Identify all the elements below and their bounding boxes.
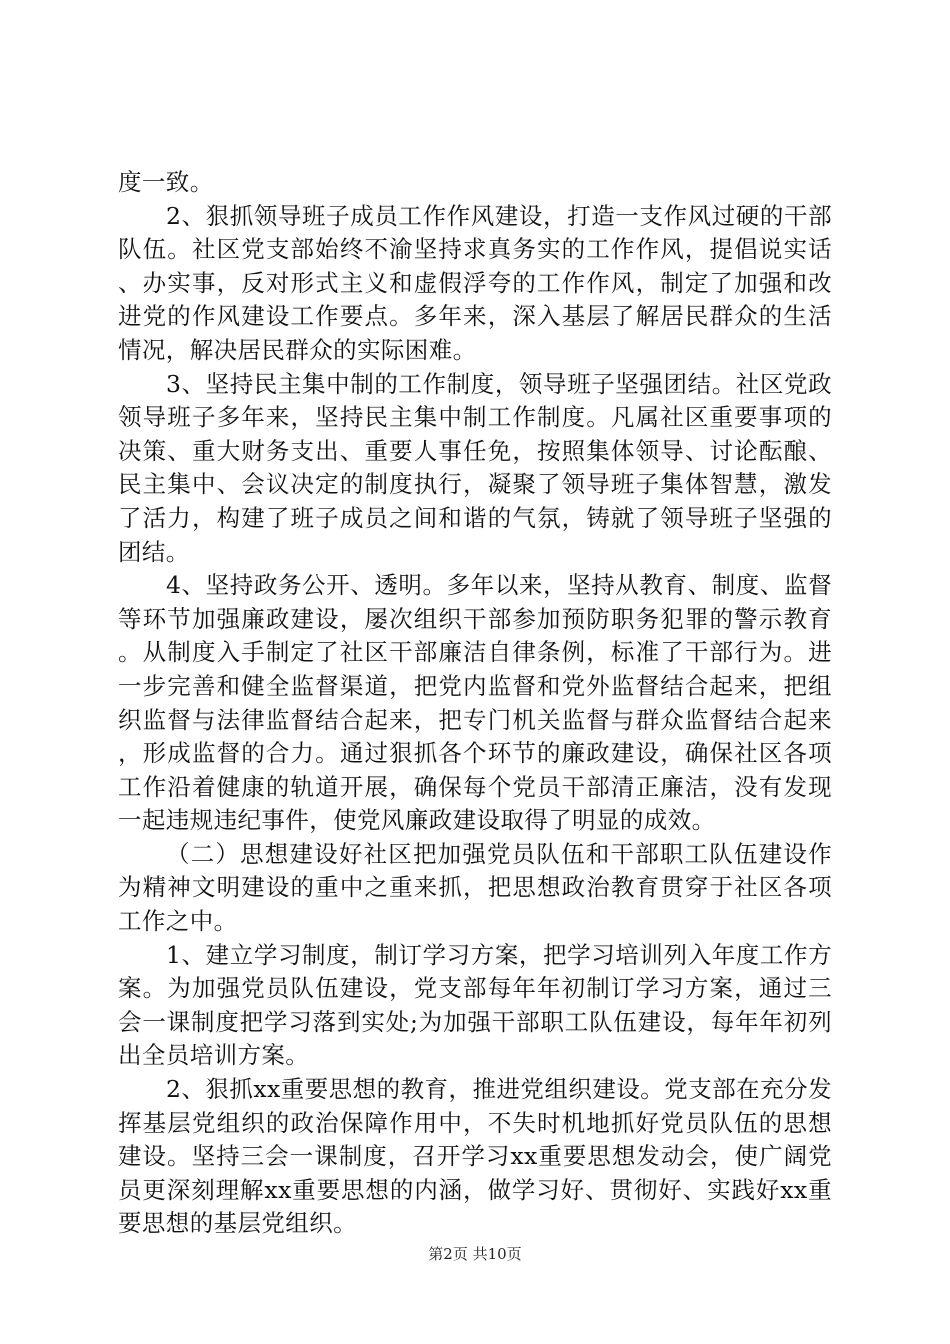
paragraph-5: （二）思想建设好社区把加强党员队伍和干部职工队伍建设作为精神文明建设的重中之重来抓，把思想政治教育贯穿于社区各项工作之中。 [118,839,832,936]
page-footer: 第2页 共10页 [428,1245,522,1263]
paragraph-4: 4、坚持政务公开、透明。多年以来，坚持从教育、制度、监督等环节加强廉政建设，屡次组织干部参加预防职务犯罪的警示教育。从制度入手制定了社区干部廉洁自律条例，标准了干部行为。进一步完善和健全监督渠道，把党内监督和党外监督结合起来，把组织监督与法律监督结合起来，把专门机关监督与群众监督结合起来，形成监督的合力。通过狠抓各个环节的廉政建设，确保社区各项工作沿着健康的轨道开展，确保每个党员干部清正廉洁，没有发现一起违规违纪事件，使党风廉政建设取得了明显的成效。 [118,571,832,835]
paragraph-1: 度一致。 [118,168,214,196]
paragraph-3: 3、坚持民主集中制的工作制度，领导班子坚强团结。社区党政领导班子多年来，坚持民主集中制工作制度。凡属社区重要事项的决策、重大财务支出、重要人事任免，按照集体领导、讨论酝酿、民主集中、会议决定的制度执行，凝聚了领导班子集体智慧，激发了活力，构建了班子成员之间和谐的气氛，铸就了领导班子坚强的团结。 [118,369,832,566]
document-body [118,166,832,1241]
paragraph-6: 1、建立学习制度，制订学习方案，把学习培训列入年度工作方案。为加强党员队伍建设，党支部每年年初制订学习方案，通过三会一课制度把学习落到实处;为加强干部职工队伍建设，每年年初列出全员培训方案。 [118,940,832,1070]
paragraph-2: 2、狠抓领导班子成员工作作风建设，打造一支作风过硬的干部队伍。社区党支部始终不渝坚持求真务实的工作作风，提倡说实话、办实事，反对形式主义和虚假浮夸的工作作风，制定了加强和改进党的作风建设工作要点。多年来，深入基层了解居民群众的生活情况，解决居民群众的实际困难。 [118,201,832,364]
paragraph-7: 2、狠抓xx重要思想的教育，推进党组织建设。党支部在充分发挥基层党组织的政治保障作用中，不失时机地抓好党员队伍的思想建设。坚持三会一课制度，召开学习xx重要思想发动会，使广阔党员更深刻理解xx重要思想的内涵，做学习好、贯彻好、实践好xx重要思想的基层党组织。 [118,1075,832,1238]
